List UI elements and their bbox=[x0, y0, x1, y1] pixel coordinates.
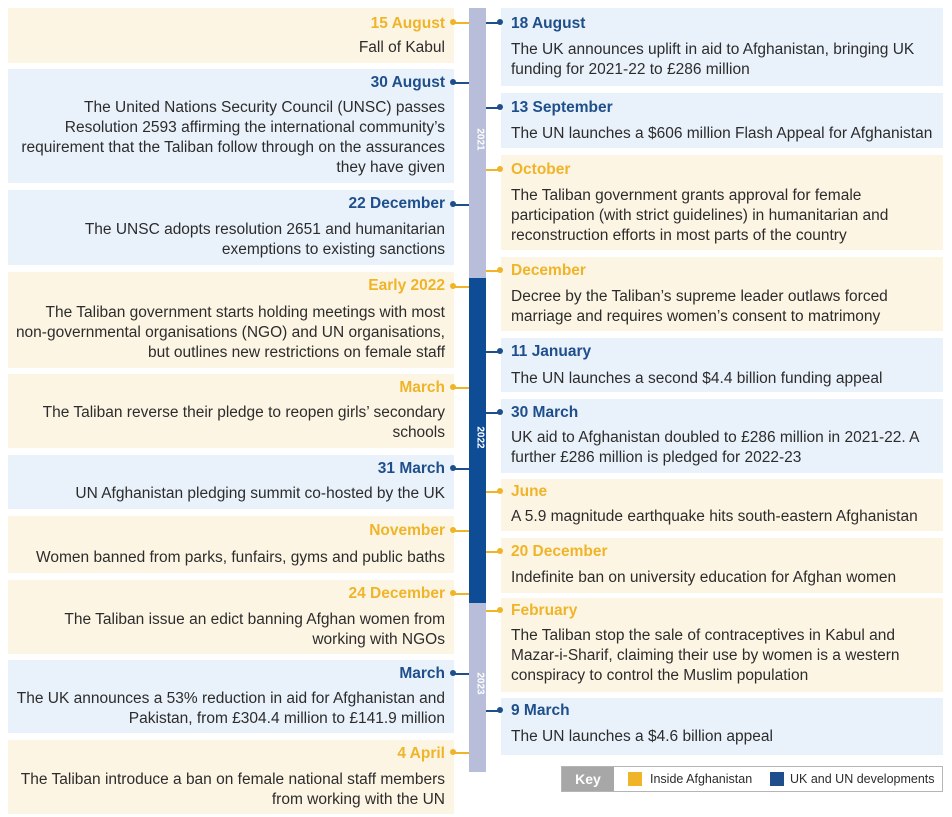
connector-dot bbox=[450, 527, 456, 533]
event-date: 15 August bbox=[370, 15, 445, 32]
event-date: October bbox=[511, 161, 571, 178]
connector-dot bbox=[497, 166, 503, 172]
event-card bbox=[501, 8, 943, 86]
event-description: The UK announces a 53% reduction in aid for Afghanistan and Pakistan, from £304.4 million to £141.9 million bbox=[16, 690, 445, 727]
event-date: 13 September bbox=[511, 99, 613, 116]
year-label-2023: 2023 bbox=[474, 672, 486, 695]
legend-swatch-uk-un bbox=[770, 772, 784, 786]
event-date: 18 August bbox=[511, 15, 586, 32]
event-description: The UN launches a second $4.4 billion funding appeal bbox=[511, 370, 883, 387]
event-card bbox=[8, 374, 454, 448]
connector-dot bbox=[450, 590, 456, 596]
event-card bbox=[501, 338, 943, 392]
event-date: Early 2022 bbox=[368, 277, 445, 294]
event-description: UK aid to Afghanistan doubled to £286 million in 2021-22. A further £286 million is pledged for 2022-23 bbox=[511, 429, 919, 466]
event-date: 24 December bbox=[348, 585, 445, 602]
event-description: The Taliban introduce a ban on female national staff members from working with the UN bbox=[20, 771, 445, 808]
year-label-2021: 2021 bbox=[474, 128, 486, 151]
event-description: The Taliban government starts holding meetings with most non-governmental organisations (NGO) and UN organisations, but outlines new restrictions on female staff bbox=[15, 304, 445, 361]
legend-label-uk-un: UK and UN developments bbox=[790, 772, 935, 786]
event-date: 4 April bbox=[397, 745, 445, 762]
event-date: March bbox=[399, 379, 445, 396]
event-date: November bbox=[369, 522, 445, 539]
event-description: The Taliban government grants approval for female participation (with strict guidelines) in humanitarian and reconstruction efforts in most parts of the country bbox=[511, 187, 889, 244]
event-card bbox=[501, 598, 943, 692]
event-description: The Taliban reverse their pledge to reopen girls’ secondary schools bbox=[42, 404, 445, 441]
connector-dot bbox=[450, 749, 456, 755]
event-description: UN Afghanistan pledging summit co-hosted by the UK bbox=[75, 485, 445, 502]
connector-dot bbox=[450, 384, 456, 390]
event-date: 20 December bbox=[511, 543, 608, 560]
event-description: A 5.9 magnitude earthquake hits south-eastern Afghanistan bbox=[511, 508, 918, 525]
event-card bbox=[501, 698, 943, 755]
event-description: The Taliban stop the sale of contraceptives in Kabul and Mazar-i-Sharif, claiming their use by women is a western conspiracy to control the Muslim population bbox=[511, 627, 900, 684]
event-card bbox=[8, 455, 454, 509]
event-date: 30 March bbox=[511, 404, 579, 421]
connector-dot bbox=[497, 707, 503, 713]
event-card bbox=[8, 190, 454, 265]
event-description: Women banned from parks, funfairs, gyms and public baths bbox=[36, 549, 445, 566]
legend-swatch-inside bbox=[628, 772, 642, 786]
connector-dot bbox=[497, 267, 503, 273]
event-date: 31 March bbox=[377, 460, 445, 477]
legend-label-inside: Inside Afghanistan bbox=[650, 772, 753, 786]
event-card bbox=[8, 516, 454, 573]
connector-dot bbox=[450, 19, 456, 25]
connector-dot bbox=[497, 607, 503, 613]
event-description: The UK announces uplift in aid to Afghanistan, bringing UK funding for 2021-22 to £286 million bbox=[511, 41, 915, 78]
event-description: The UN launches a $4.6 billion appeal bbox=[511, 728, 773, 745]
event-card bbox=[8, 740, 454, 814]
event-description: Indefinite ban on university education for Afghan women bbox=[511, 569, 897, 586]
connector-dot bbox=[450, 670, 456, 676]
connector-dot bbox=[497, 104, 503, 110]
event-date: February bbox=[511, 602, 578, 619]
legend-title: Key bbox=[562, 767, 614, 791]
connector-dot bbox=[450, 201, 456, 207]
event-description: The United Nations Security Council (UNSC) passes Resolution 2593 affirming the international community’s requirement that the Taliban follow through on the assurances they have given bbox=[21, 99, 445, 176]
event-date: December bbox=[511, 262, 586, 279]
event-card bbox=[501, 399, 943, 473]
event-card bbox=[8, 660, 454, 733]
event-date: March bbox=[399, 665, 445, 682]
event-description: The UNSC adopts resolution 2651 and humanitarian exemptions to existing sanctions bbox=[84, 221, 445, 258]
event-date: 30 August bbox=[370, 74, 445, 91]
event-date: 9 March bbox=[511, 702, 570, 719]
connector-dot bbox=[450, 465, 456, 471]
year-label-2022: 2022 bbox=[474, 426, 486, 449]
event-card bbox=[8, 69, 454, 183]
event-card bbox=[8, 8, 454, 63]
event-card bbox=[501, 479, 943, 531]
connector-dot bbox=[450, 283, 456, 289]
event-description: The Taliban issue an edict banning Afghan women from working with NGOs bbox=[64, 611, 445, 648]
connector-dot bbox=[497, 548, 503, 554]
event-date: 22 December bbox=[348, 195, 445, 212]
connector-dot bbox=[497, 409, 503, 415]
event-date: June bbox=[511, 483, 548, 500]
event-card bbox=[8, 580, 454, 654]
event-card bbox=[501, 93, 943, 148]
event-card bbox=[501, 155, 943, 250]
event-description: The UN launches a $606 million Flash Appeal for Afghanistan bbox=[511, 125, 933, 142]
event-card bbox=[8, 272, 454, 368]
event-description: Decree by the Taliban’s supreme leader outlaws forced marriage and requires women’s consent to matrimony bbox=[511, 288, 888, 325]
connector-dot bbox=[450, 79, 456, 85]
legend-key bbox=[561, 766, 943, 792]
event-card bbox=[501, 257, 943, 331]
event-date: 11 January bbox=[511, 343, 592, 360]
connector-dot bbox=[497, 19, 503, 25]
connector-dot bbox=[497, 488, 503, 494]
event-card bbox=[501, 538, 943, 593]
connector-dot bbox=[497, 348, 503, 354]
event-description: Fall of Kabul bbox=[358, 39, 445, 56]
